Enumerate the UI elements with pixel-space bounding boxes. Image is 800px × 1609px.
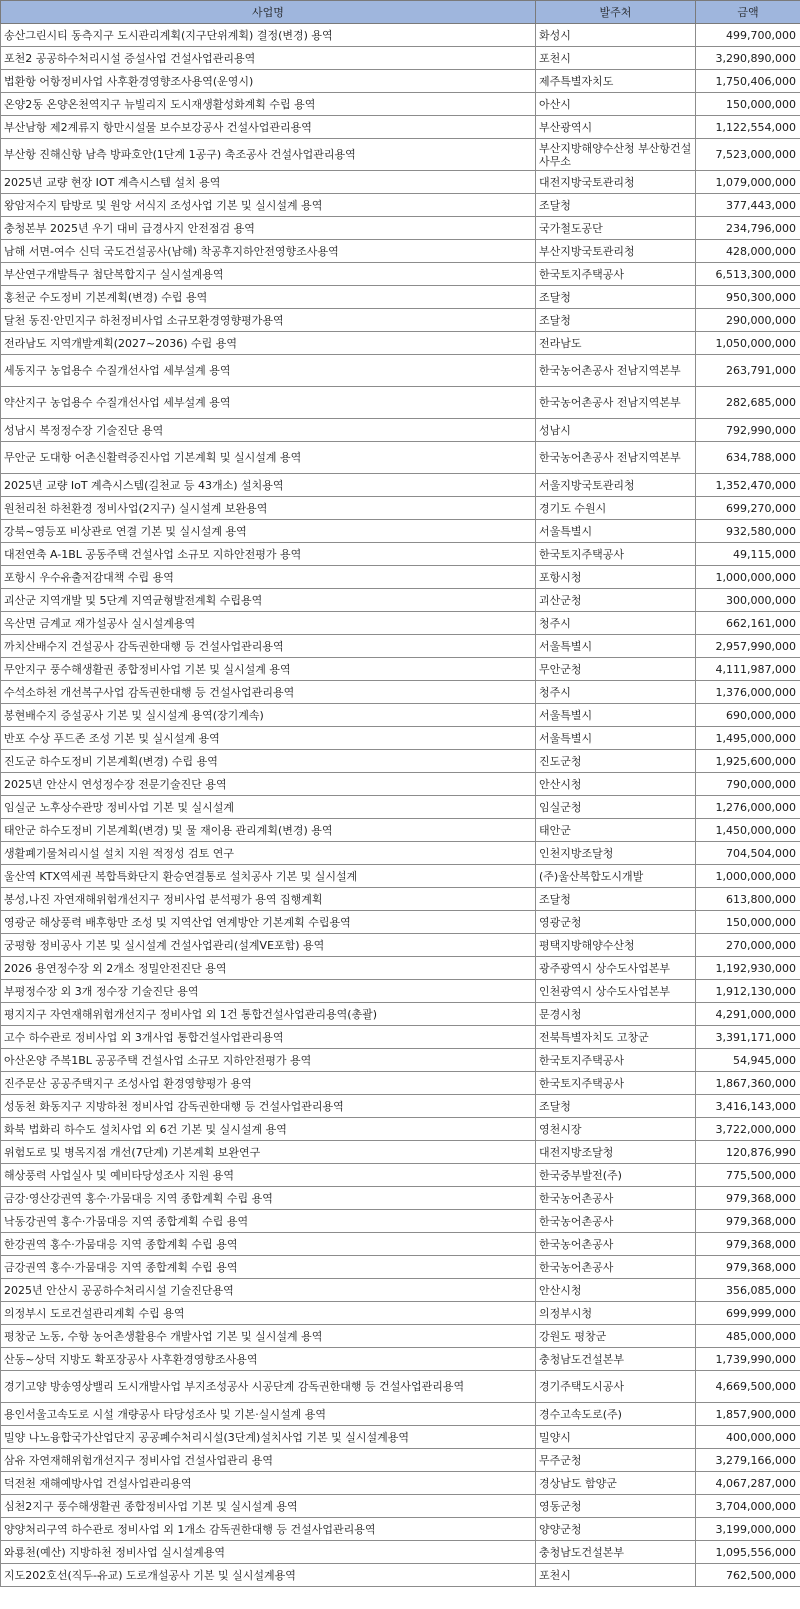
table-row xyxy=(1,612,800,635)
ordering-agency-cell: 안산시청 xyxy=(536,1279,696,1302)
ordering-agency-cell: 한국농어촌공사 전남지역본부 xyxy=(536,355,696,387)
project-name-cell: 부평정수장 외 3개 정수장 기술진단 용역 xyxy=(1,980,536,1003)
table-row xyxy=(1,139,800,171)
project-name-cell: 심천2지구 풍수해생활권 종합정비사업 기본 및 실시설계 용역 xyxy=(1,1495,536,1518)
project-name-cell: 남해 서면-여수 신덕 국도건설공사(남해) 착공후지하안전영향조사용역 xyxy=(1,240,536,263)
amount-cell: 1,495,000,000 xyxy=(696,727,800,750)
table-row xyxy=(1,796,800,819)
amount-cell: 4,111,987,000 xyxy=(696,658,800,681)
project-name-cell: 무안지구 풍수해생활권 종합정비사업 기본 및 실시설계 용역 xyxy=(1,658,536,681)
project-name-cell: 까치산배수지 건설공사 감독권한대행 등 건설사업관리용역 xyxy=(1,635,536,658)
table-row xyxy=(1,750,800,773)
amount-cell: 1,122,554,000 xyxy=(696,116,800,139)
project-name-cell: 포항시 우수유출저감대책 수립 용역 xyxy=(1,566,536,589)
header-row xyxy=(1,1,800,24)
project-name-cell: 위험도로 및 병목지점 개선(7단계) 기본계획 보완연구 xyxy=(1,1141,536,1164)
amount-cell: 699,999,000 xyxy=(696,1302,800,1325)
table-row xyxy=(1,934,800,957)
ordering-agency-cell: 아산시 xyxy=(536,93,696,116)
project-name-cell: 대전연축 A-1BL 공동주택 건설사업 소규모 지하안전평가 용역 xyxy=(1,543,536,566)
amount-cell: 3,722,000,000 xyxy=(696,1118,800,1141)
table-row xyxy=(1,1348,800,1371)
project-name-cell: 진주문산 공공주택지구 조성사업 환경영향평가 용역 xyxy=(1,1072,536,1095)
amount-cell: 1,925,600,000 xyxy=(696,750,800,773)
ordering-agency-cell: 영천시장 xyxy=(536,1118,696,1141)
ordering-agency-cell: 부산지방해양수산청 부산항건설사무소 xyxy=(536,139,696,171)
project-name-cell: 울산역 KTX역세권 복합특화단지 환승연결통로 설치공사 기본 및 실시설계 xyxy=(1,865,536,888)
amount-cell: 1,750,406,000 xyxy=(696,70,800,93)
project-name-cell: 2025년 교량 현장 IOT 계측시스템 설치 용역 xyxy=(1,171,536,194)
table-row xyxy=(1,171,800,194)
amount-cell: 790,000,000 xyxy=(696,773,800,796)
table-row xyxy=(1,194,800,217)
project-name-cell: 낙동강권역 홍수·가뭄대응 지역 종합계획 수립 용역 xyxy=(1,1210,536,1233)
project-name-cell: 밀양 나노융합국가산업단지 공공폐수처리시설(3단계)설치사업 기본 및 실시설계용역 xyxy=(1,1426,536,1449)
ordering-agency-cell: 한국토지주택공사 xyxy=(536,263,696,286)
amount-cell: 932,580,000 xyxy=(696,520,800,543)
table-row xyxy=(1,387,800,419)
amount-cell: 690,000,000 xyxy=(696,704,800,727)
table-row xyxy=(1,1495,800,1518)
table-row xyxy=(1,47,800,70)
amount-cell: 4,067,287,000 xyxy=(696,1472,800,1495)
table-row xyxy=(1,911,800,934)
project-name-cell: 고수 하수관로 정비사업 외 3개사업 통합건설사업관리용역 xyxy=(1,1026,536,1049)
ordering-agency-cell: 무주군청 xyxy=(536,1449,696,1472)
table-row xyxy=(1,332,800,355)
amount-cell: 634,788,000 xyxy=(696,442,800,474)
table-row xyxy=(1,704,800,727)
table-row xyxy=(1,1256,800,1279)
ordering-agency-cell: 성남시 xyxy=(536,419,696,442)
amount-cell: 400,000,000 xyxy=(696,1426,800,1449)
ordering-agency-cell: 한국농어촌공사 xyxy=(536,1256,696,1279)
table-row xyxy=(1,497,800,520)
project-name-cell: 무안군 도대항 어촌신활력증진사업 기본계획 및 실시설계 용역 xyxy=(1,442,536,474)
project-name-cell: 약산지구 농업용수 수질개선사업 세부설계 용역 xyxy=(1,387,536,419)
ordering-agency-cell: 서울특별시 xyxy=(536,727,696,750)
table-row xyxy=(1,888,800,911)
project-name-cell: 옥산면 금계교 재가설공사 실시설계용역 xyxy=(1,612,536,635)
ordering-agency-cell: 조달청 xyxy=(536,1095,696,1118)
table-row xyxy=(1,116,800,139)
ordering-agency-cell: 한국토지주택공사 xyxy=(536,1049,696,1072)
amount-cell: 150,000,000 xyxy=(696,911,800,934)
table-row xyxy=(1,727,800,750)
ordering-agency-cell: 대전지방국토관리청 xyxy=(536,171,696,194)
ordering-agency-cell: 서울지방국토관리청 xyxy=(536,474,696,497)
amount-cell: 792,990,000 xyxy=(696,419,800,442)
table-row xyxy=(1,355,800,387)
project-name-cell: 강북~영등포 비상관로 연결 기본 및 실시설계 용역 xyxy=(1,520,536,543)
table-row xyxy=(1,263,800,286)
ordering-agency-cell: 괴산군청 xyxy=(536,589,696,612)
ordering-agency-cell: 인천지방조달청 xyxy=(536,842,696,865)
table-row xyxy=(1,865,800,888)
table-row xyxy=(1,635,800,658)
ordering-agency-cell: 의정부시청 xyxy=(536,1302,696,1325)
project-name-cell: 반포 수상 푸드존 조성 기본 및 실시설계 용역 xyxy=(1,727,536,750)
ordering-agency-cell: 충청남도건설본부 xyxy=(536,1348,696,1371)
project-name-cell: 2025년 안산시 공공하수처리시설 기술진단용역 xyxy=(1,1279,536,1302)
project-name-cell: 2025년 안산시 연성정수장 전문기술진단 용역 xyxy=(1,773,536,796)
amount-cell: 699,270,000 xyxy=(696,497,800,520)
table-row xyxy=(1,1141,800,1164)
amount-cell: 7,523,000,000 xyxy=(696,139,800,171)
table-row xyxy=(1,1564,800,1587)
amount-cell: 1,857,900,000 xyxy=(696,1403,800,1426)
project-name-cell: 봉현배수지 증설공사 기본 및 실시설계 용역(장기계속) xyxy=(1,704,536,727)
project-name-cell: 온양2동 온양온천역지구 뉴빌리지 도시재생활성화계획 수립 용역 xyxy=(1,93,536,116)
project-name-cell: 부산연구개발특구 첨단복합지구 실시설계용역 xyxy=(1,263,536,286)
project-name-cell: 전라남도 지역개발계획(2027~2036) 수립 용역 xyxy=(1,332,536,355)
amount-cell: 979,368,000 xyxy=(696,1187,800,1210)
project-name-cell: 태안군 하수도정비 기본계획(변경) 및 물 재이용 관리계획(변경) 용역 xyxy=(1,819,536,842)
project-name-cell: 성남시 복정정수장 기술진단 용역 xyxy=(1,419,536,442)
ordering-agency-cell: 화성시 xyxy=(536,24,696,47)
table-row xyxy=(1,1210,800,1233)
table-row xyxy=(1,24,800,47)
project-name-cell: 포천2 공공하수처리시설 증설사업 건설사업관리용역 xyxy=(1,47,536,70)
amount-cell: 54,945,000 xyxy=(696,1049,800,1072)
amount-cell: 950,300,000 xyxy=(696,286,800,309)
table-row xyxy=(1,1449,800,1472)
ordering-agency-cell: 경상남도 함양군 xyxy=(536,1472,696,1495)
project-name-cell: 법환항 어항정비사업 사후환경영향조사용역(운영시) xyxy=(1,70,536,93)
amount-cell: 4,291,000,000 xyxy=(696,1003,800,1026)
amount-cell: 428,000,000 xyxy=(696,240,800,263)
table-row xyxy=(1,1302,800,1325)
table-row xyxy=(1,419,800,442)
ordering-agency-cell: 인천광역시 상수도사업본부 xyxy=(536,980,696,1003)
project-name-cell: 해상풍력 사업실사 및 예비타당성조사 지원 용역 xyxy=(1,1164,536,1187)
ordering-agency-cell: 임실군청 xyxy=(536,796,696,819)
amount-cell: 3,290,890,000 xyxy=(696,47,800,70)
ordering-agency-cell: 청주시 xyxy=(536,612,696,635)
project-name-cell: 임실군 노후상수관망 정비사업 기본 및 실시설계 xyxy=(1,796,536,819)
project-name-cell: 한강권역 홍수·가뭄대응 지역 종합계획 수립 용역 xyxy=(1,1233,536,1256)
table-row xyxy=(1,980,800,1003)
ordering-agency-cell: 서울특별시 xyxy=(536,520,696,543)
table-row xyxy=(1,70,800,93)
ordering-agency-cell: 조달청 xyxy=(536,286,696,309)
amount-cell: 979,368,000 xyxy=(696,1210,800,1233)
ordering-agency-cell: 부산지방국토관리청 xyxy=(536,240,696,263)
amount-cell: 6,513,300,000 xyxy=(696,263,800,286)
ordering-agency-cell: 경기도 수원시 xyxy=(536,497,696,520)
project-name-cell: 괴산군 지역개발 및 5단계 지역균형발전계획 수립용역 xyxy=(1,589,536,612)
table-row xyxy=(1,1164,800,1187)
amount-cell: 1,912,130,000 xyxy=(696,980,800,1003)
table-row xyxy=(1,543,800,566)
amount-cell: 356,085,000 xyxy=(696,1279,800,1302)
ordering-agency-cell: 한국농어촌공사 전남지역본부 xyxy=(536,387,696,419)
ordering-agency-cell: 포항시청 xyxy=(536,566,696,589)
amount-cell: 290,000,000 xyxy=(696,309,800,332)
ordering-agency-cell: 청주시 xyxy=(536,681,696,704)
ordering-agency-cell: 한국중부발전(주) xyxy=(536,1164,696,1187)
amount-cell: 120,876,990 xyxy=(696,1141,800,1164)
project-name-cell: 지도202호선(직두-유교) 도로개설공사 기본 및 실시설계용역 xyxy=(1,1564,536,1587)
header-amount: 금액 xyxy=(696,1,800,24)
table-row xyxy=(1,658,800,681)
project-name-cell: 양양처리구역 하수관로 정비사업 외 1개소 감독권한대행 등 건설사업관리용역 xyxy=(1,1518,536,1541)
ordering-agency-cell: 광주광역시 상수도사업본부 xyxy=(536,957,696,980)
amount-cell: 263,791,000 xyxy=(696,355,800,387)
amount-cell: 49,115,000 xyxy=(696,543,800,566)
table-row xyxy=(1,819,800,842)
ordering-agency-cell: 영동군청 xyxy=(536,1495,696,1518)
table-row xyxy=(1,1325,800,1348)
amount-cell: 662,161,000 xyxy=(696,612,800,635)
table-row xyxy=(1,1518,800,1541)
amount-cell: 979,368,000 xyxy=(696,1233,800,1256)
amount-cell: 234,796,000 xyxy=(696,217,800,240)
ordering-agency-cell: 문경시청 xyxy=(536,1003,696,1026)
amount-cell: 704,504,000 xyxy=(696,842,800,865)
project-name-cell: 진도군 하수도정비 기본계획(변경) 수립 용역 xyxy=(1,750,536,773)
table-row xyxy=(1,1279,800,1302)
table-row xyxy=(1,1003,800,1026)
table-row xyxy=(1,566,800,589)
project-name-cell: 수석소하천 개선복구사업 감독권한대행 등 건설사업관리용역 xyxy=(1,681,536,704)
amount-cell: 762,500,000 xyxy=(696,1564,800,1587)
amount-cell: 3,391,171,000 xyxy=(696,1026,800,1049)
ordering-agency-cell: 대전지방조달청 xyxy=(536,1141,696,1164)
header-project-name: 사업명 xyxy=(1,1,536,24)
table-row xyxy=(1,1072,800,1095)
amount-cell: 377,443,000 xyxy=(696,194,800,217)
project-name-cell: 경기고양 방송영상밸리 도시개발사업 부지조성공사 시공단계 감독권한대행 등 건설사업관리용역 xyxy=(1,1371,536,1403)
ordering-agency-cell: 경기주택도시공사 xyxy=(536,1371,696,1403)
amount-cell: 775,500,000 xyxy=(696,1164,800,1187)
table-row xyxy=(1,1403,800,1426)
ordering-agency-cell: 경수고속도로(주) xyxy=(536,1403,696,1426)
table-row xyxy=(1,1233,800,1256)
amount-cell: 1,450,000,000 xyxy=(696,819,800,842)
amount-cell: 1,867,360,000 xyxy=(696,1072,800,1095)
amount-cell: 613,800,000 xyxy=(696,888,800,911)
amount-cell: 1,192,930,000 xyxy=(696,957,800,980)
ordering-agency-cell: 조달청 xyxy=(536,194,696,217)
amount-cell: 1,276,000,000 xyxy=(696,796,800,819)
table-row xyxy=(1,1472,800,1495)
table-row xyxy=(1,1049,800,1072)
ordering-agency-cell: 강원도 평창군 xyxy=(536,1325,696,1348)
project-name-cell: 금강·영산강권역 홍수·가뭄대응 지역 종합계획 수립 용역 xyxy=(1,1187,536,1210)
project-name-cell: 부산남항 제2계류지 항만시설물 보수보강공사 건설사업관리용역 xyxy=(1,116,536,139)
project-name-cell: 평지지구 자연재해위험개선지구 정비사업 외 1건 통합건설사업관리용역(총괄) xyxy=(1,1003,536,1026)
ordering-agency-cell: 한국토지주택공사 xyxy=(536,543,696,566)
project-name-cell: 부산항 진해신항 남측 방파호안(1단계 1공구) 축조공사 건설사업관리용역 xyxy=(1,139,536,171)
ordering-agency-cell: 전라남도 xyxy=(536,332,696,355)
amount-cell: 1,739,990,000 xyxy=(696,1348,800,1371)
ordering-agency-cell: 국가철도공단 xyxy=(536,217,696,240)
project-name-cell: 영광군 해상풍력 배후항만 조성 및 지역산업 연계방안 기본계획 수립용역 xyxy=(1,911,536,934)
project-name-cell: 송산그린시티 동측지구 도시관리계획(지구단위계획) 결정(변경) 용역 xyxy=(1,24,536,47)
amount-cell: 150,000,000 xyxy=(696,93,800,116)
amount-cell: 1,079,000,000 xyxy=(696,171,800,194)
amount-cell: 1,376,000,000 xyxy=(696,681,800,704)
ordering-agency-cell: 평택지방해양수산청 xyxy=(536,934,696,957)
ordering-agency-cell: 안산시청 xyxy=(536,773,696,796)
table-row xyxy=(1,1426,800,1449)
project-name-cell: 용인서울고속도로 시설 개량공사 타당성조사 및 기본·실시설계 용역 xyxy=(1,1403,536,1426)
table-row xyxy=(1,1541,800,1564)
amount-cell: 979,368,000 xyxy=(696,1256,800,1279)
ordering-agency-cell: 한국토지주택공사 xyxy=(536,1072,696,1095)
project-name-cell: 아산온양 주복1BL 공공주택 건설사업 소규모 지하안전평가 용역 xyxy=(1,1049,536,1072)
ordering-agency-cell: 태안군 xyxy=(536,819,696,842)
table-row xyxy=(1,1187,800,1210)
project-name-cell: 달천 동진·안민지구 하천정비사업 소규모환경영향평가용역 xyxy=(1,309,536,332)
project-name-cell: 2026 용연정수장 외 2개소 정밀안전진단 용역 xyxy=(1,957,536,980)
table-row xyxy=(1,1118,800,1141)
amount-cell: 4,669,500,000 xyxy=(696,1371,800,1403)
table-row xyxy=(1,520,800,543)
ordering-agency-cell: 양양군청 xyxy=(536,1518,696,1541)
amount-cell: 1,050,000,000 xyxy=(696,332,800,355)
amount-cell: 1,000,000,000 xyxy=(696,566,800,589)
project-name-cell: 원천리천 하천환경 정비사업(2지구) 실시설계 보완용역 xyxy=(1,497,536,520)
project-name-cell: 2025년 교량 IoT 계측시스템(길천교 등 43개소) 설치용역 xyxy=(1,474,536,497)
amount-cell: 282,685,000 xyxy=(696,387,800,419)
table-row xyxy=(1,589,800,612)
project-name-cell: 삼유 자연재해위험개선지구 정비사업 건설사업관리 용역 xyxy=(1,1449,536,1472)
header-ordering-agency: 발주처 xyxy=(536,1,696,24)
amount-cell: 300,000,000 xyxy=(696,589,800,612)
ordering-agency-cell: 전북특별자치도 고창군 xyxy=(536,1026,696,1049)
ordering-agency-cell: 제주특별자치도 xyxy=(536,70,696,93)
amount-cell: 3,199,000,000 xyxy=(696,1518,800,1541)
project-name-cell: 화북 법화리 하수도 설치사업 외 6건 기본 및 실시설계 용역 xyxy=(1,1118,536,1141)
amount-cell: 1,352,470,000 xyxy=(696,474,800,497)
amount-cell: 2,957,990,000 xyxy=(696,635,800,658)
table-row xyxy=(1,681,800,704)
project-name-cell: 의정부시 도로건설관리계획 수립 용역 xyxy=(1,1302,536,1325)
amount-cell: 499,700,000 xyxy=(696,24,800,47)
project-name-cell: 왕암저수지 탐방로 및 원앙 서식지 조성사업 기본 및 실시설계 용역 xyxy=(1,194,536,217)
amount-cell: 3,704,000,000 xyxy=(696,1495,800,1518)
project-name-cell: 성동천 화동지구 지방하천 정비사업 감독권한대행 등 건설사업관리용역 xyxy=(1,1095,536,1118)
ordering-agency-cell: 한국농어촌공사 xyxy=(536,1187,696,1210)
project-name-cell: 생활폐기물처리시설 설치 지원 적정성 검토 연구 xyxy=(1,842,536,865)
ordering-agency-cell: (주)울산복합도시개발 xyxy=(536,865,696,888)
amount-cell: 3,279,166,000 xyxy=(696,1449,800,1472)
ordering-agency-cell: 무안군청 xyxy=(536,658,696,681)
project-name-cell: 궁평항 정비공사 기본 및 실시설계 건설사업관리(설계VE포함) 용역 xyxy=(1,934,536,957)
table-row xyxy=(1,217,800,240)
ordering-agency-cell: 충청남도건설본부 xyxy=(536,1541,696,1564)
ordering-agency-cell: 한국농어촌공사 xyxy=(536,1233,696,1256)
project-name-cell: 와룡천(예산) 지방하천 정비사업 실시설계용역 xyxy=(1,1541,536,1564)
table-row xyxy=(1,957,800,980)
project-name-cell: 덕전천 재해예방사업 건설사업관리용역 xyxy=(1,1472,536,1495)
ordering-agency-cell: 조달청 xyxy=(536,888,696,911)
amount-cell: 485,000,000 xyxy=(696,1325,800,1348)
table-row xyxy=(1,442,800,474)
project-name-cell: 봉성,나진 자연재해위험개선지구 정비사업 분석평가 용역 집행계획 xyxy=(1,888,536,911)
table-row xyxy=(1,474,800,497)
ordering-agency-cell: 한국농어촌공사 전남지역본부 xyxy=(536,442,696,474)
table-body xyxy=(1,24,800,1587)
ordering-agency-cell: 포천시 xyxy=(536,1564,696,1587)
project-name-cell: 금강권역 홍수·가뭄대응 지역 종합계획 수립 용역 xyxy=(1,1256,536,1279)
ordering-agency-cell: 조달청 xyxy=(536,309,696,332)
table-row xyxy=(1,240,800,263)
ordering-agency-cell: 서울특별시 xyxy=(536,635,696,658)
ordering-agency-cell: 포천시 xyxy=(536,47,696,70)
ordering-agency-cell: 한국농어촌공사 xyxy=(536,1210,696,1233)
project-name-cell: 평창군 노동, 수항 농어촌생활용수 개발사업 기본 및 실시설계 용역 xyxy=(1,1325,536,1348)
table-row xyxy=(1,93,800,116)
ordering-agency-cell: 진도군청 xyxy=(536,750,696,773)
table-row xyxy=(1,842,800,865)
project-name-cell: 홍천군 수도정비 기본계획(변경) 수립 용역 xyxy=(1,286,536,309)
table-row xyxy=(1,309,800,332)
ordering-agency-cell: 밀양시 xyxy=(536,1426,696,1449)
project-name-cell: 세동지구 농업용수 수질개선사업 세부설계 용역 xyxy=(1,355,536,387)
ordering-agency-cell: 영광군청 xyxy=(536,911,696,934)
amount-cell: 1,095,556,000 xyxy=(696,1541,800,1564)
amount-cell: 3,416,143,000 xyxy=(696,1095,800,1118)
project-name-cell: 충청본부 2025년 우기 대비 급경사지 안전점검 용역 xyxy=(1,217,536,240)
project-name-cell: 산동~상덕 지방도 확포장공사 사후환경영향조사용역 xyxy=(1,1348,536,1371)
table-row xyxy=(1,1026,800,1049)
ordering-agency-cell: 서울특별시 xyxy=(536,704,696,727)
table-row xyxy=(1,286,800,309)
table-row xyxy=(1,773,800,796)
ordering-agency-cell: 부산광역시 xyxy=(536,116,696,139)
table-row xyxy=(1,1371,800,1403)
table-row xyxy=(1,1095,800,1118)
amount-cell: 270,000,000 xyxy=(696,934,800,957)
amount-cell: 1,000,000,000 xyxy=(696,865,800,888)
